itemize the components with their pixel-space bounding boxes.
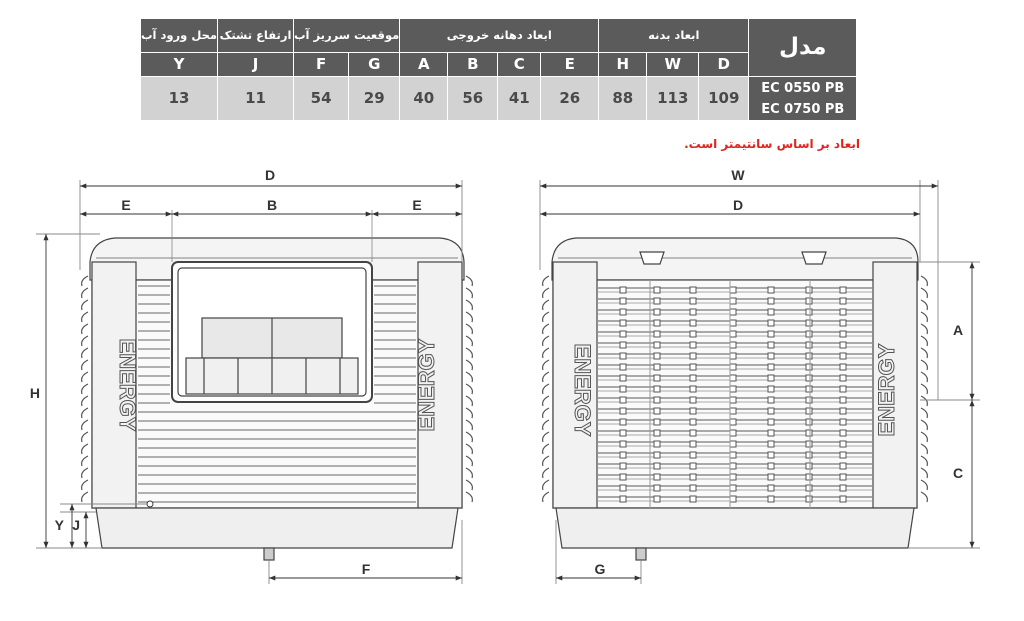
grille-clip — [768, 441, 774, 447]
grille-clip — [806, 452, 812, 458]
grille-clip — [730, 419, 736, 425]
column-header: J — [218, 53, 294, 77]
side-fin — [82, 312, 88, 322]
grille-clip — [690, 397, 696, 403]
side-fin — [466, 456, 472, 466]
side-fin — [543, 408, 549, 418]
table-cell: 29 — [349, 77, 400, 121]
grille-clip — [730, 441, 736, 447]
grille-clip — [840, 287, 846, 293]
table-cell: 109 — [699, 77, 749, 121]
grille-clip — [730, 309, 736, 315]
grille-clip — [620, 485, 626, 491]
front-base-tray — [96, 508, 458, 548]
grille-clip — [690, 320, 696, 326]
side-fin — [466, 276, 472, 286]
dim-label-e-right: E — [412, 197, 422, 213]
grille-clip — [730, 298, 736, 304]
grille-clip — [840, 474, 846, 480]
grille-clip — [730, 353, 736, 359]
grille-clip — [768, 386, 774, 392]
side-fin — [921, 480, 927, 490]
side-fin — [466, 324, 472, 334]
grille-clip — [654, 496, 660, 502]
grille-clip — [768, 309, 774, 315]
grille-clip — [620, 496, 626, 502]
grille-clip — [690, 474, 696, 480]
units-note: ابعاد بر اساس سانتیمتر است. — [684, 137, 860, 151]
grille-clip — [654, 342, 660, 348]
grille-clip — [730, 474, 736, 480]
grille-clip — [806, 397, 812, 403]
grille-clip — [806, 320, 812, 326]
side-fin — [82, 408, 88, 418]
grille-clip — [768, 430, 774, 436]
grille-clip — [654, 441, 660, 447]
side-fin — [466, 336, 472, 346]
column-header: F — [294, 53, 349, 77]
grille-clip — [690, 408, 696, 414]
dim-label-h: H — [29, 385, 40, 401]
grille-clip — [768, 375, 774, 381]
column-header: H — [599, 53, 647, 77]
side-fin — [82, 492, 88, 502]
grille-clip — [806, 298, 812, 304]
grille-clip — [840, 353, 846, 359]
side-fin — [543, 396, 549, 406]
side-fin — [921, 396, 927, 406]
grille-clip — [690, 375, 696, 381]
grille-clip — [806, 441, 812, 447]
grille-clip — [654, 474, 660, 480]
side-fin — [466, 312, 472, 322]
side-fin — [82, 420, 88, 430]
grille-clip — [654, 430, 660, 436]
side-fin — [466, 384, 472, 394]
grille-clip — [654, 331, 660, 337]
latch — [640, 252, 664, 264]
side-fin — [921, 348, 927, 358]
dim-label-w: W — [731, 167, 745, 183]
header-model: مدل — [749, 19, 857, 77]
grille-clip — [620, 364, 626, 370]
grille-clip — [620, 287, 626, 293]
grille-clip — [620, 342, 626, 348]
grille-clip — [620, 452, 626, 458]
side-fin — [543, 336, 549, 346]
grille-clip — [730, 342, 736, 348]
grille-clip — [654, 375, 660, 381]
side-fin — [466, 408, 472, 418]
side-fin — [82, 444, 88, 454]
side-fin — [543, 276, 549, 286]
column-header: Y — [141, 53, 218, 77]
grille-clip — [806, 353, 812, 359]
side-fin — [543, 492, 549, 502]
grille-clip — [730, 397, 736, 403]
grille-clip — [654, 485, 660, 491]
grille-clip — [690, 419, 696, 425]
grille-clip — [730, 496, 736, 502]
side-fin — [921, 432, 927, 442]
grille-clip — [620, 375, 626, 381]
grille-clip — [730, 386, 736, 392]
grille-clip — [840, 408, 846, 414]
grille-clip — [806, 386, 812, 392]
grille-clip — [620, 353, 626, 359]
brand-label: ENERGY — [414, 338, 439, 432]
table-cell: 13 — [141, 77, 218, 121]
grille-clip — [690, 485, 696, 491]
side-fin — [543, 456, 549, 466]
grille-clip — [840, 375, 846, 381]
side-fin — [921, 384, 927, 394]
side-fin — [543, 432, 549, 442]
brand-label: ENERGY — [115, 338, 140, 432]
grille-clip — [840, 298, 846, 304]
grille-clip — [690, 452, 696, 458]
grille-clip — [690, 342, 696, 348]
column-header: W — [647, 53, 699, 77]
table-cell: 56 — [448, 77, 498, 121]
grille-clip — [768, 463, 774, 469]
header-body-dimensions: ابعاد بدنه — [599, 19, 749, 53]
table-cell: 11 — [218, 77, 294, 121]
side-fin — [466, 480, 472, 490]
side-fin — [82, 348, 88, 358]
grille-clip — [806, 474, 812, 480]
grille-clip — [806, 331, 812, 337]
side-fin — [82, 300, 88, 310]
grille-clip — [840, 320, 846, 326]
table-cell: 41 — [498, 77, 541, 121]
side-fin — [82, 384, 88, 394]
side-fin — [543, 288, 549, 298]
grille-clip — [840, 463, 846, 469]
grille-clip — [768, 485, 774, 491]
side-fin — [921, 492, 927, 502]
header-outlet-dimensions: ابعاد دهانه خروجی — [400, 19, 599, 53]
side-base-tray — [556, 508, 914, 548]
grille-clip — [806, 463, 812, 469]
grille-clip — [620, 331, 626, 337]
side-fin — [466, 348, 472, 358]
grille-clip — [620, 430, 626, 436]
side-fin — [466, 432, 472, 442]
grille-clip — [768, 474, 774, 480]
side-fin — [921, 420, 927, 430]
side-fin — [921, 456, 927, 466]
grille-clip — [654, 452, 660, 458]
side-fin — [543, 372, 549, 382]
grille-clip — [620, 397, 626, 403]
grille-clip — [840, 485, 846, 491]
table-cell: 54 — [294, 77, 349, 121]
side-fin — [82, 456, 88, 466]
model-name: EC 0750 PB — [761, 101, 845, 117]
grille-clip — [768, 419, 774, 425]
grille-clip — [806, 364, 812, 370]
brand-label: ENERGY — [570, 343, 595, 437]
dim-label-b: B — [266, 197, 278, 213]
grille-clip — [840, 397, 846, 403]
grille-clip — [620, 309, 626, 315]
grille-clip — [768, 397, 774, 403]
side-drain-fitting — [636, 548, 646, 560]
side-fin — [921, 468, 927, 478]
side-top-cap — [552, 238, 918, 280]
grille-clip — [730, 375, 736, 381]
latch — [802, 252, 826, 264]
grille-clip — [620, 419, 626, 425]
grille-clip — [620, 386, 626, 392]
side-fin — [921, 324, 927, 334]
column-header: A — [400, 53, 448, 77]
grille-clip — [690, 441, 696, 447]
grille-clip — [840, 331, 846, 337]
grille-clip — [730, 430, 736, 436]
grille-clip — [840, 452, 846, 458]
grille-clip — [690, 463, 696, 469]
grille-clip — [768, 331, 774, 337]
side-fin — [82, 372, 88, 382]
grille-clip — [654, 419, 660, 425]
header-tray-height: ارتفاع تشتک — [218, 19, 294, 53]
grille-clip — [806, 419, 812, 425]
front-drain-fitting — [264, 548, 274, 560]
grille-clip — [690, 496, 696, 502]
grille-clip — [840, 342, 846, 348]
grille-clip — [654, 397, 660, 403]
header-water-inlet: محل ورود آب — [141, 19, 218, 53]
grille-clip — [768, 298, 774, 304]
side-fin — [543, 348, 549, 358]
table-cell: 40 — [400, 77, 448, 121]
side-fin — [82, 324, 88, 334]
side-fin — [82, 432, 88, 442]
grille-clip — [730, 364, 736, 370]
dim-label-d: D — [264, 167, 276, 183]
grille-clip — [730, 463, 736, 469]
grille-clip — [620, 441, 626, 447]
side-fin — [921, 360, 927, 370]
grille-clip — [690, 430, 696, 436]
grille-clip — [806, 430, 812, 436]
grille-clip — [806, 287, 812, 293]
side-fin — [543, 468, 549, 478]
side-fin — [82, 276, 88, 286]
side-fin — [543, 360, 549, 370]
side-fin — [82, 468, 88, 478]
side-fin — [921, 372, 927, 382]
grille-clip — [768, 452, 774, 458]
side-fin — [82, 288, 88, 298]
grille-clip — [840, 309, 846, 315]
grille-clip — [654, 287, 660, 293]
column-header: C — [498, 53, 541, 77]
grille-clip — [690, 364, 696, 370]
table-cell: 113 — [647, 77, 699, 121]
side-fin — [543, 312, 549, 322]
grille-clip — [654, 364, 660, 370]
grille-clip — [840, 364, 846, 370]
grille-clip — [768, 364, 774, 370]
side-fin — [82, 360, 88, 370]
grille-clip — [654, 408, 660, 414]
side-fin — [543, 444, 549, 454]
side-fin — [466, 288, 472, 298]
grille-clip — [840, 441, 846, 447]
grille-clip — [730, 408, 736, 414]
dim-label-c: C — [952, 465, 964, 481]
grille-clip — [620, 408, 626, 414]
header-overflow-position: موقعیت سرریز آب — [294, 19, 400, 53]
dim-label-a: A — [952, 322, 964, 338]
column-header: D — [699, 53, 749, 77]
side-fin — [543, 300, 549, 310]
grille-clip — [840, 430, 846, 436]
table-cell: 88 — [599, 77, 647, 121]
side-fin — [543, 480, 549, 490]
grille-clip — [730, 331, 736, 337]
grille-clip — [654, 463, 660, 469]
grille-clip — [806, 408, 812, 414]
model-name: EC 0550 PB — [761, 80, 845, 96]
grille-clip — [840, 386, 846, 392]
grille-clip — [806, 309, 812, 315]
side-fin — [82, 336, 88, 346]
side-fin — [921, 276, 927, 286]
grille-clip — [654, 309, 660, 315]
side-fin — [466, 396, 472, 406]
side-fin — [543, 384, 549, 394]
brand-label: ENERGY — [874, 343, 899, 437]
grille-clip — [768, 496, 774, 502]
grille-clip — [620, 474, 626, 480]
side-fin — [543, 420, 549, 430]
grille-clip — [690, 287, 696, 293]
side-fin — [466, 492, 472, 502]
side-fin — [82, 480, 88, 490]
grille-clip — [690, 386, 696, 392]
dim-label-f: F — [361, 561, 371, 577]
side-fin — [466, 360, 472, 370]
grille-clip — [620, 320, 626, 326]
side-fin — [921, 288, 927, 298]
column-header: B — [448, 53, 498, 77]
dim-label-j: J — [72, 517, 80, 533]
grille-clip — [690, 309, 696, 315]
grille-clip — [654, 353, 660, 359]
column-header: E — [541, 53, 599, 77]
side-fin — [921, 444, 927, 454]
grille-clip — [806, 375, 812, 381]
table-cell: 26 — [541, 77, 599, 121]
grille-clip — [768, 353, 774, 359]
dim-label-d-side: D — [732, 197, 744, 213]
side-fin — [543, 324, 549, 334]
side-fin — [466, 372, 472, 382]
dim-label-e-left: E — [121, 197, 131, 213]
side-fin — [921, 300, 927, 310]
grille-clip — [730, 452, 736, 458]
side-fin — [466, 300, 472, 310]
grille-clip — [654, 298, 660, 304]
side-fin — [921, 336, 927, 346]
grille-clip — [620, 298, 626, 304]
grille-clip — [690, 331, 696, 337]
grille-clip — [654, 320, 660, 326]
column-header: G — [349, 53, 400, 77]
dim-label-y: Y — [54, 517, 64, 533]
grille-clip — [690, 353, 696, 359]
grille-clip — [730, 485, 736, 491]
grille-clip — [840, 496, 846, 502]
grille-clip — [654, 386, 660, 392]
side-fin — [466, 420, 472, 430]
side-fin — [82, 396, 88, 406]
grille-clip — [768, 342, 774, 348]
grille-clip — [768, 287, 774, 293]
grille-clip — [730, 287, 736, 293]
dim-label-g: G — [594, 561, 606, 577]
grille-clip — [730, 320, 736, 326]
grille-clip — [806, 496, 812, 502]
grille-clip — [806, 342, 812, 348]
grille-clip — [690, 298, 696, 304]
grille-clip — [806, 485, 812, 491]
grille-clip — [768, 320, 774, 326]
grille-clip — [620, 463, 626, 469]
side-fin — [466, 468, 472, 478]
grille-clip — [840, 419, 846, 425]
grille-clip — [768, 408, 774, 414]
side-fin — [466, 444, 472, 454]
side-fin — [921, 408, 927, 418]
side-fin — [921, 312, 927, 322]
